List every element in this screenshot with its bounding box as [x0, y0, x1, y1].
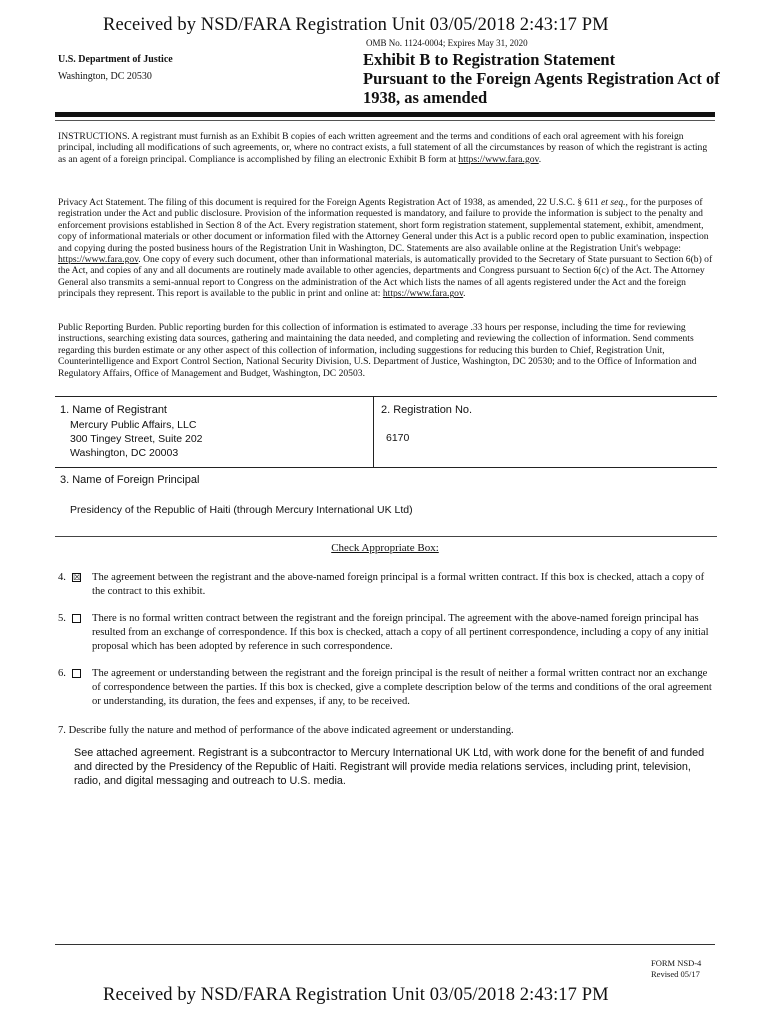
instructions-text: INSTRUCTIONS. A registrant must furnish as an Exhibit B copies of each written agreement and the terms and conditions of each oral agreement with his foreign principal, including all modifications of such agreements, or, where no contract exists, a full statement of all the circumstances by reason of which the registrant is acting as an agent of a foreign principal. Compliance is accomplished by filing an electronic Exhibit B form at	[58, 131, 708, 165]
page-title	[363, 50, 733, 107]
item-7	[58, 724, 713, 738]
item-4-number: 4.	[58, 572, 66, 583]
instructions-paragraph: INSTRUCTIONS. A registrant must furnish as an Exhibit B copies of each written agreement and the terms and conditions of each oral agreement with his foreign principal, including all modifications of such agreements, or, where no contract exists, a full statement of all the circumstances by reason of which the registrant is acting as an agent of a foreign principal. Compliance is accomplished by filing an electronic Exhibit B form at https://www.fara.gov.	[58, 131, 708, 165]
item-5-number: 5.	[58, 613, 66, 624]
foreign-principal-label: 3. Name of Foreign Principal	[60, 474, 200, 486]
privacy-lead-italic: et seq.	[601, 197, 626, 208]
foreign-principal-value: Presidency of the Republic of Haiti (through Mercury International UK Ltd)	[70, 504, 413, 516]
item-5-checkbox[interactable]	[72, 614, 81, 623]
form-number: FORM NSD-4	[651, 958, 702, 968]
registrant-label: 1. Name of Registrant	[60, 404, 167, 416]
privacy-paragraph: Privacy Act Statement. The filing of this document is required for the Foreign Agents Registration Act of 1938, as amended, 22 U.S.C. § 611 et seq., for the purposes of registration under the Act and public disclosure. Provision of the information requested is mandatory, and failure to provide the information is subject to the penalty and enforcement provisions established in Section 8 of the Act. Every registration statement, short form registration statement, supplemental statement, exhibit, amendment, copy of informational materials or other document or information filed with the Attorney General under this Act is a public record open to public examination, inspection and copying during the posted business hours of the Registration Unit in Washington, DC. Statements are also available online at the Registration Unit's webpage: https://www.fara.gov. One copy of every such document, other than informational materials, is automatically provided to the Secretary of State pursuant to Section 6(b) of the Act, and copies of any and all documents are routinely made available to other agencies, departments and Congress pursuant to Section 6(c) of the Act. The Attorney General also transmits a semi-annual report to Congress on the administration of the Act which lists the names of all agents registered under the Act and the foreign principals they represent. This report is available to the public in print and online at: https://www.fara.gov.	[58, 197, 713, 300]
item-5	[58, 612, 713, 654]
omb-number: OMB No. 1124-0004; Expires May 31, 2020	[366, 38, 528, 48]
check-box-heading: Check Appropriate Box:	[331, 542, 439, 554]
item-4-text: The agreement between the registrant and the above-named foreign principal is a formal written contract. If this box is checked, attach a copy of the contract to this exhibit.	[92, 572, 705, 597]
received-stamp-top: Received by NSD/FARA Registration Unit 03/05/2018 2:43:17 PM	[103, 15, 609, 35]
item-5-text: There is no formal written contract between the registrant and the foreign principal. The agreement with the above-named foreign principal has resulted from an exchange of correspondence. If this box is checked, attach a copy of all pertinent correspondence, including a copy of any initial proposal which has been adopted by reference in such correspondence.	[92, 613, 709, 652]
registrant-name: Mercury Public Affairs, LLC	[70, 419, 197, 431]
item-6	[58, 667, 713, 709]
form-identifier	[651, 958, 701, 980]
item-7-number: 7.	[58, 725, 66, 736]
privacy-link-1[interactable]: https://www.fara.gov	[58, 254, 139, 266]
footer-rule	[55, 944, 715, 945]
instructions-link[interactable]: https://www.fara.gov	[458, 153, 539, 165]
header-rule-thin	[55, 120, 715, 121]
privacy-text: , for the purposes of registration under the Act and public disclosure. Provision of the information requested is mandatory, and failure to provide the information is subject to the penalty and enforcement provisions established in Section 8 of the Act. Every registration statement, short form registration statement, supplemental statement, exhibit, amendment, copy of informational materials or other document or information filed with the Attorney General under this Act is a public record open to public examination, inspection and copying during the posted business hours of the Registration Unit in Washington, DC. Statements are also available online at the Registration Unit's webpage:	[58, 197, 709, 254]
registrant-address-1: 300 Tingey Street, Suite 202	[70, 433, 203, 445]
form-revision: Revised 05/17	[651, 969, 700, 979]
agreement-description: See attached agreement. Registrant is a subcontractor to Mercury International UK Ltd, with work done for the benefit of and funded and directed by the Presidency of the Republic of Haiti. Registrant will provide media relations services, including print, television, radio, and digital messaging and outreach to U.S. media.	[74, 747, 705, 787]
received-stamp-bottom: Received by NSD/FARA Registration Unit 03/05/2018 2:43:17 PM	[103, 985, 609, 1005]
registration-number-value: 6170	[386, 432, 410, 444]
item-7-text: Describe fully the nature and method of performance of the above indicated agreement or understanding.	[68, 725, 514, 736]
header-rule-thick	[55, 112, 715, 117]
department-name: U.S. Department of Justice	[58, 54, 173, 65]
department-location: Washington, DC 20530	[58, 71, 152, 82]
privacy-link-2[interactable]: https://www.fara.gov	[382, 288, 464, 300]
item-6-checkbox[interactable]	[72, 669, 81, 678]
item-6-text: The agreement or understanding between the registrant and the foreign principal is the result of neither a formal written contract nor an exchange of correspondence between the parties. If this box is checked, give a complete description below of the terms and conditions of the oral agreement or understanding, its duration, the fees and expenses, if any, to be received.	[92, 668, 712, 707]
section-rule	[55, 536, 717, 537]
registrant-box-divider	[373, 396, 374, 468]
item-4	[58, 571, 713, 599]
title-line-2: Pursuant to the Foreign Agents Registration Act of 1938, as amended	[363, 69, 720, 107]
registrant-address-2: Washington, DC 20003	[70, 447, 179, 459]
privacy-text-2: . One copy of every such document, other than informational materials, is automatically provided to the Secretary of State pursuant to Section 6(b) of the Act, and copies of any and all documents are routinely made available to other agencies, departments and Congress pursuant to Section 6(c) of the Act. The Attorney General also transmits a semi-annual report to Congress on the administration of the Act which lists the names of all agents registered under the Act and the foreign principals they represent. This report is available to the public in print and online at:	[58, 254, 713, 300]
registration-number-label: 2. Registration No.	[381, 404, 473, 416]
privacy-lead: Privacy Act Statement. The filing of this document is required for the Foreign Agents Registration Act of 1938, as amended, 22 U.S.C. § 611	[58, 197, 602, 208]
item-6-number: 6.	[58, 668, 66, 679]
title-line-1: Exhibit B to Registration Statement	[363, 50, 616, 69]
burden-paragraph: Public Reporting Burden. Public reporting burden for this collection of information is estimated to average .33 hours per response, including the time for reviewing instructions, searching existing data sources, gathering and maintaining the data needed, and completing and reviewing the collection of information. Send comments regarding this burden estimate or any other aspect of this collection of information, including suggestions for reducing this burden to Chief, Registration Unit, Counterintelligence and Export Control Section, National Security Division, U.S. Department of Justice, Washington, DC 20530; and to the Office of Information and Regulatory Affairs, Office of Management and Budget, Washington, DC 20503.	[58, 322, 697, 379]
registrant-value	[70, 418, 203, 460]
item-4-checkbox[interactable]: ☒	[73, 572, 82, 582]
